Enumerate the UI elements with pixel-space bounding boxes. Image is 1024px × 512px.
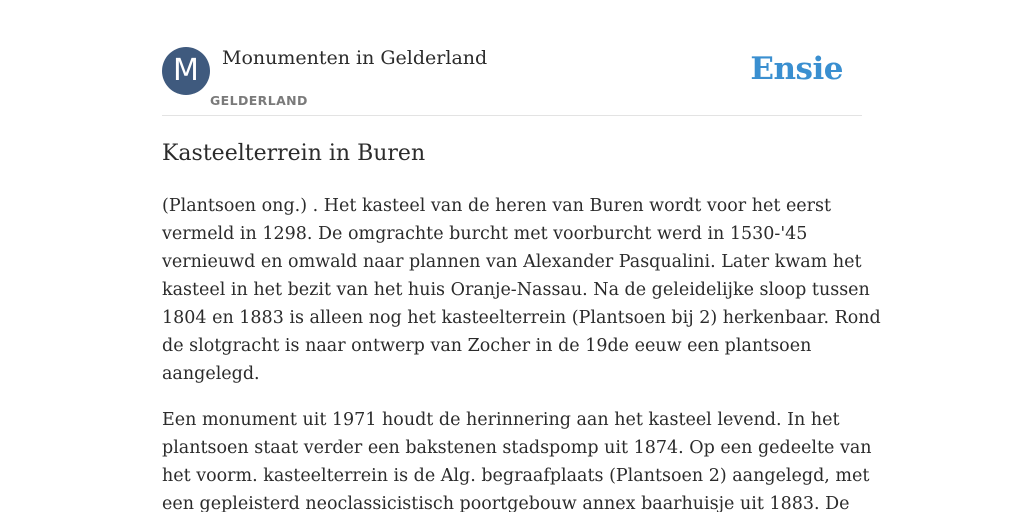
paragraph-line: (Plantsoen ong.) . Het kasteel van de heren van Buren wordt voor het eerst xyxy=(162,196,832,216)
paragraph-2 xyxy=(162,406,872,512)
paragraph-line: vernieuwd en omwald naar plannen van Alexander Pasqualini. Later kwam het xyxy=(162,252,862,272)
paragraph-line: plantsoen staat verder een bakstenen stadspomp uit 1874. Op een gedeelte van xyxy=(162,438,872,458)
paragraph-line: 1804 en 1883 is alleen nog het kasteelterrein (Plantsoen bij 2) herkenbaar. Rond xyxy=(162,308,881,328)
brand-logo[interactable]: Ensie xyxy=(750,51,843,87)
paragraph-line: kasteel in het bezit van het huis Oranje-Nassau. Na de geleidelijke sloop tussen xyxy=(162,280,870,300)
paragraph-line: het voorm. kasteelterrein is de Alg. begraafplaats (Plantsoen 2) aangelegd, met xyxy=(162,466,870,486)
site-subtitle[interactable]: GELDERLAND xyxy=(210,93,308,108)
article-body xyxy=(162,192,881,512)
article-title: Kasteelterrein in Buren xyxy=(162,141,426,166)
paragraph-line: aangelegd. xyxy=(162,364,260,384)
paragraph-line: vermeld in 1298. De omgrachte burcht met voorburcht werd in 1530-'45 xyxy=(162,224,808,244)
paragraph-line: Een monument uit 1971 houdt de herinnering aan het kasteel levend. In het xyxy=(162,410,840,430)
paragraph-1 xyxy=(162,192,881,388)
site-header xyxy=(162,47,862,115)
site-title[interactable]: Monumenten in Gelderland xyxy=(222,47,488,69)
avatar[interactable]: M xyxy=(162,47,210,95)
paragraph-line: de slotgracht is naar ontwerp van Zocher in de 19de eeuw een plantsoen xyxy=(162,336,812,356)
paragraph-line: een gepleisterd neoclassicistisch poortgebouw annex baarhuisje uit 1883. De xyxy=(162,494,850,512)
header-divider xyxy=(162,115,862,116)
